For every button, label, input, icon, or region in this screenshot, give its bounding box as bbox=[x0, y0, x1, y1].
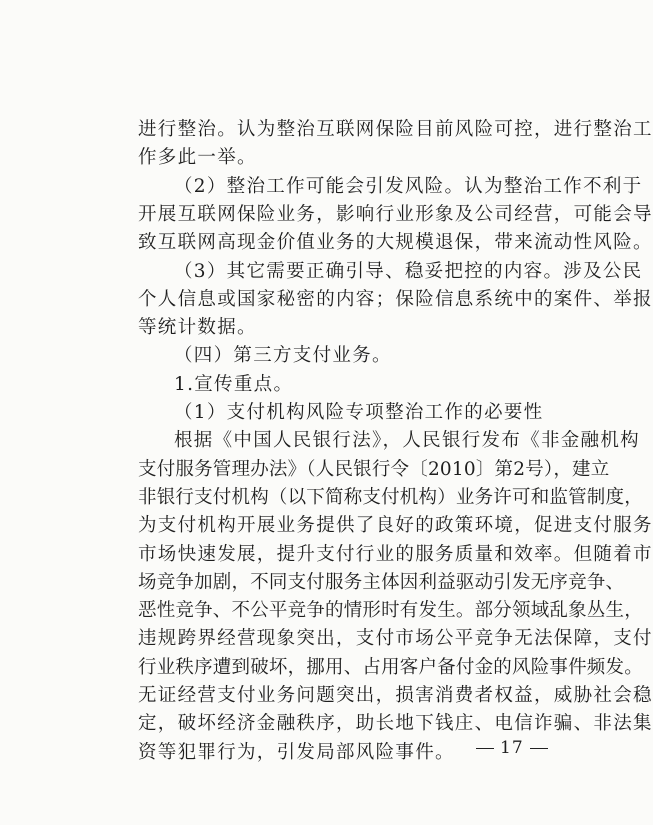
text-line: 市场快速发展，提升支付行业的服务质量和效率。但随着市 bbox=[138, 544, 653, 565]
text-line: 定，破坏经济金融秩序，助长地下钱庄、电信诈骗、非法集 bbox=[138, 713, 653, 734]
text-line: 作多此一举。 bbox=[138, 147, 257, 168]
section-heading: （四）第三方支付业务。 bbox=[174, 345, 392, 366]
text-line: 致互联网高现金价值业务的大规模退保，带来流动性风险。 bbox=[138, 232, 653, 253]
text-line: 等统计数据。 bbox=[138, 317, 257, 338]
subsection-heading: 1.宣传重点。 bbox=[174, 374, 294, 395]
subsection-heading: （1）支付机构风险专项整治工作的必要性 bbox=[174, 402, 544, 423]
text-line: 开展互联网保险业务，影响行业形象及公司经营，可能会导 bbox=[138, 204, 653, 225]
page-number-value: 17 bbox=[500, 738, 524, 758]
text-line: 个人信息或国家秘密的内容；保险信息系统中的案件、举报 bbox=[138, 289, 653, 310]
page-number bbox=[470, 738, 554, 758]
text-line: 违规跨界经营现象突出，支付市场公平竞争无法保障，支付 bbox=[138, 628, 653, 649]
text-line: 行业秩序遭到破坏，挪用、占用客户备付金的风险事件频发。 bbox=[138, 657, 643, 678]
text-line: 为支付机构开展业务提供了良好的政策环境，促进支付服务 bbox=[138, 515, 653, 536]
text-line: （2）整治工作可能会引发风险。认为整治工作不利于 bbox=[174, 176, 643, 197]
text-line: 非银行支付机构（以下简称支付机构）业务许可和监管制度， bbox=[138, 487, 643, 508]
dash-left bbox=[476, 748, 494, 749]
text-line: 场竞争加剧，不同支付服务主体因利益驱动引发无序竞争、 bbox=[138, 572, 625, 593]
text-line: （3）其它需要正确引导、稳妥把控的内容。涉及公民 bbox=[174, 261, 643, 282]
text-line: 根据《中国人民银行法》，人民银行发布《非金融机构 bbox=[174, 430, 640, 451]
text-line: 资等犯罪行为，引发局部风险事件。 bbox=[138, 742, 455, 763]
dash-right bbox=[530, 748, 548, 749]
text-line: 支付服务管理办法》（人民银行令〔2010〕第2号），建立 bbox=[138, 459, 610, 480]
text-line: 无证经营支付业务问题突出，损害消费者权益，威胁社会稳 bbox=[138, 685, 653, 706]
text-line: 进行整治。认为整治互联网保险目前风险可控，进行整治工 bbox=[138, 119, 653, 140]
text-line: 恶性竞争、不公平竞争的情形时有发生。部分领域乱象丛生， bbox=[138, 600, 643, 621]
